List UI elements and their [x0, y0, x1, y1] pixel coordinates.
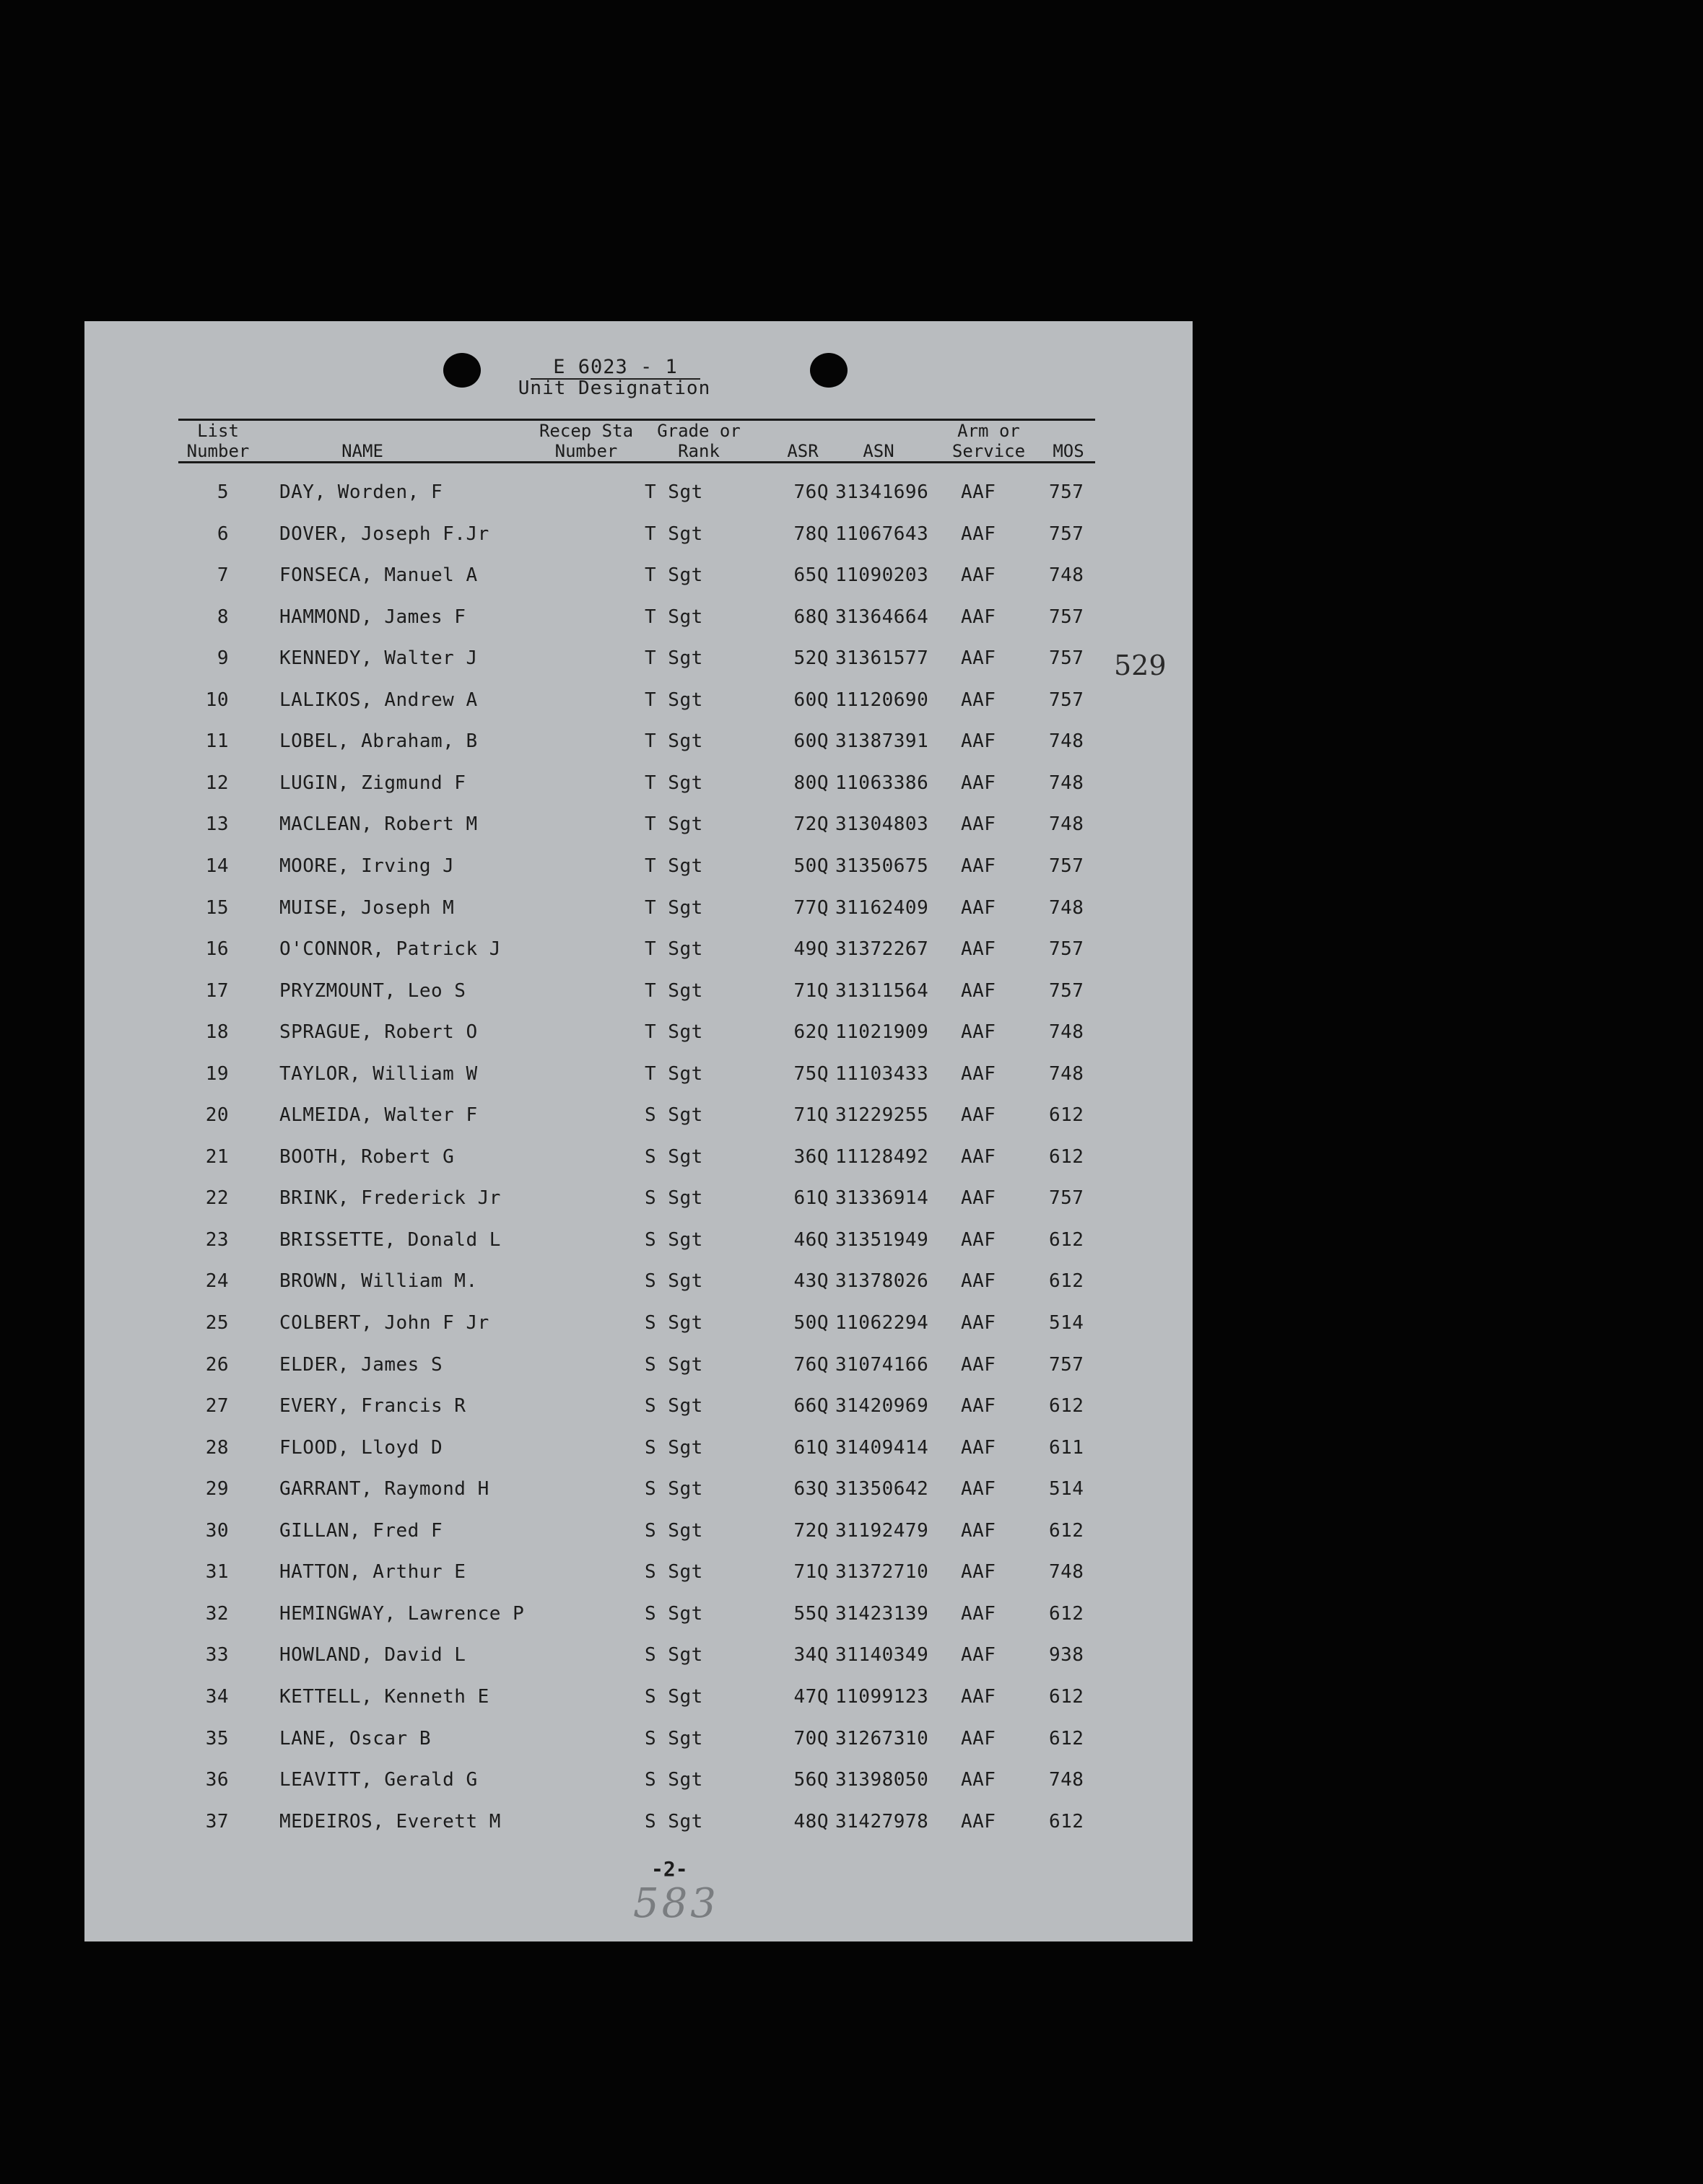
cell-name: EVERY, Francis R: [279, 1395, 466, 1417]
cell-name: HOWLAND, David L: [279, 1644, 466, 1666]
cell-mos: 757: [1049, 647, 1084, 669]
cell-asr: 61Q: [793, 1437, 829, 1459]
cell-asr: 71Q: [793, 1561, 829, 1583]
cell-name: KETTELL, Kenneth E: [279, 1686, 489, 1708]
cell-grade: T Sgt: [645, 523, 703, 545]
cell-grade: S Sgt: [645, 1312, 703, 1334]
cell-name: TAYLOR, William W: [279, 1063, 478, 1085]
table-row: [84, 1270, 1193, 1299]
cell-name: LANE, Oscar B: [279, 1728, 431, 1750]
cell-asn: 11062294: [835, 1312, 929, 1334]
cell-arm-service: AAF: [961, 481, 996, 503]
cell-mos: 514: [1049, 1478, 1084, 1500]
cell-arm-service: AAF: [961, 1561, 996, 1583]
cell-arm-service: AAF: [961, 1520, 996, 1542]
table-row: [84, 1811, 1193, 1840]
cell-list-number: 32: [205, 1603, 229, 1625]
cell-arm-service: AAF: [961, 1354, 996, 1376]
page-number: -2-: [651, 1857, 688, 1881]
cell-arm-service: AAF: [961, 730, 996, 752]
cell-list-number: 28: [205, 1437, 229, 1459]
cell-asn: 31351949: [835, 1229, 929, 1251]
cell-asr: 46Q: [793, 1229, 829, 1251]
cell-grade: S Sgt: [645, 1270, 703, 1292]
cell-name: KENNEDY, Walter J: [279, 647, 478, 669]
cell-asn: 11063386: [835, 772, 929, 794]
cell-asr: 49Q: [793, 938, 829, 960]
cell-mos: 612: [1049, 1270, 1084, 1292]
cell-list-number: 9: [217, 647, 229, 669]
cell-name: BRINK, Frederick Jr: [279, 1187, 501, 1209]
handwritten-number: 583: [633, 1880, 719, 1927]
cell-asr: 70Q: [793, 1728, 829, 1750]
cell-arm-service: AAF: [961, 523, 996, 545]
cell-arm-service: AAF: [961, 1104, 996, 1126]
cell-name: COLBERT, John F Jr: [279, 1312, 489, 1334]
cell-mos: 748: [1049, 564, 1084, 586]
cell-asr: 55Q: [793, 1603, 829, 1625]
cell-mos: 612: [1049, 1229, 1084, 1251]
cell-asn: 11120690: [835, 689, 929, 711]
cell-asr: 48Q: [793, 1811, 829, 1833]
cell-asn: 31398050: [835, 1769, 929, 1791]
cell-list-number: 20: [205, 1104, 229, 1126]
table-row: [84, 1021, 1193, 1050]
cell-grade: S Sgt: [645, 1561, 703, 1583]
cell-grade: T Sgt: [645, 897, 703, 919]
cell-list-number: 33: [205, 1644, 229, 1666]
cell-mos: 757: [1049, 1187, 1084, 1209]
cell-list-number: 35: [205, 1728, 229, 1750]
cell-grade: T Sgt: [645, 813, 703, 835]
col-header-recep-sta: Recep Sta Number: [539, 421, 634, 461]
cell-mos: 612: [1049, 1104, 1084, 1126]
cell-asr: 76Q: [793, 481, 829, 503]
cell-arm-service: AAF: [961, 564, 996, 586]
cell-arm-service: AAF: [961, 1270, 996, 1292]
cell-list-number: 16: [205, 938, 229, 960]
cell-grade: S Sgt: [645, 1229, 703, 1251]
cell-name: FONSECA, Manuel A: [279, 564, 478, 586]
cell-arm-service: AAF: [961, 855, 996, 877]
cell-name: MACLEAN, Robert M: [279, 813, 478, 835]
cell-mos: 757: [1049, 980, 1084, 1002]
cell-name: GARRANT, Raymond H: [279, 1478, 489, 1500]
cell-asn: 31372267: [835, 938, 929, 960]
cell-list-number: 24: [205, 1270, 229, 1292]
cell-asn: 31341696: [835, 481, 929, 503]
cell-asn: 11099123: [835, 1686, 929, 1708]
cell-list-number: 8: [217, 606, 229, 628]
cell-name: LALIKOS, Andrew A: [279, 689, 478, 711]
cell-arm-service: AAF: [961, 1229, 996, 1251]
table-row: [84, 1728, 1193, 1757]
cell-list-number: 25: [205, 1312, 229, 1334]
cell-grade: S Sgt: [645, 1187, 703, 1209]
table-row: [84, 1104, 1193, 1133]
cell-name: O'CONNOR, Patrick J: [279, 938, 501, 960]
cell-grade: S Sgt: [645, 1104, 703, 1126]
cell-asr: 68Q: [793, 606, 829, 628]
cell-mos: 748: [1049, 730, 1084, 752]
table-row: [84, 1603, 1193, 1632]
cell-name: LEAVITT, Gerald G: [279, 1769, 478, 1791]
cell-name: MEDEIROS, Everett M: [279, 1811, 501, 1833]
cell-asn: 31420969: [835, 1395, 929, 1417]
cell-asn: 11067643: [835, 523, 929, 545]
cell-list-number: 36: [205, 1769, 229, 1791]
cell-asr: 63Q: [793, 1478, 829, 1500]
cell-asn: 11128492: [835, 1146, 929, 1168]
cell-asn: 31423139: [835, 1603, 929, 1625]
cell-grade: T Sgt: [645, 772, 703, 794]
table-row: [84, 1520, 1193, 1549]
cell-grade: S Sgt: [645, 1520, 703, 1542]
col-header-name: NAME: [341, 441, 383, 461]
cell-list-number: 14: [205, 855, 229, 877]
cell-asr: 61Q: [793, 1187, 829, 1209]
cell-mos: 938: [1049, 1644, 1084, 1666]
cell-grade: T Sgt: [645, 689, 703, 711]
table-row: [84, 1063, 1193, 1092]
cell-grade: S Sgt: [645, 1146, 703, 1168]
cell-asr: 50Q: [793, 1312, 829, 1334]
cell-asn: 11103433: [835, 1063, 929, 1085]
cell-list-number: 19: [205, 1063, 229, 1085]
cell-arm-service: AAF: [961, 1603, 996, 1625]
cell-asn: 31387391: [835, 730, 929, 752]
cell-asn: 31074166: [835, 1354, 929, 1376]
col-header-mos: MOS: [1053, 441, 1084, 461]
cell-name: MOORE, Irving J: [279, 855, 455, 877]
cell-grade: T Sgt: [645, 855, 703, 877]
cell-mos: 611: [1049, 1437, 1084, 1459]
cell-arm-service: AAF: [961, 1686, 996, 1708]
cell-mos: 612: [1049, 1395, 1084, 1417]
cell-asr: 43Q: [793, 1270, 829, 1292]
cell-list-number: 5: [217, 481, 229, 503]
cell-arm-service: AAF: [961, 772, 996, 794]
cell-mos: 757: [1049, 481, 1084, 503]
cell-asn: 31140349: [835, 1644, 929, 1666]
col-header-asn: ASN: [863, 441, 894, 461]
cell-asr: 80Q: [793, 772, 829, 794]
cell-list-number: 27: [205, 1395, 229, 1417]
col-header-arm-service: Arm or Service: [951, 421, 1026, 461]
cell-mos: 748: [1049, 1021, 1084, 1043]
cell-asr: 34Q: [793, 1644, 829, 1666]
cell-asr: 77Q: [793, 897, 829, 919]
cell-name: HAMMOND, James F: [279, 606, 466, 628]
cell-arm-service: AAF: [961, 1063, 996, 1085]
cell-grade: S Sgt: [645, 1769, 703, 1791]
cell-asr: 72Q: [793, 813, 829, 835]
cell-asn: 31311564: [835, 980, 929, 1002]
cell-arm-service: AAF: [961, 1478, 996, 1500]
cell-list-number: 15: [205, 897, 229, 919]
cell-arm-service: AAF: [961, 606, 996, 628]
cell-arm-service: AAF: [961, 689, 996, 711]
cell-list-number: 34: [205, 1686, 229, 1708]
cell-grade: T Sgt: [645, 980, 703, 1002]
cell-asr: 71Q: [793, 980, 829, 1002]
table-row: [84, 1686, 1193, 1715]
unit-designation-label: Unit Designation: [518, 377, 711, 399]
cell-list-number: 11: [205, 730, 229, 752]
cell-asn: 31229255: [835, 1104, 929, 1126]
table-row: [84, 1146, 1193, 1175]
cell-grade: S Sgt: [645, 1354, 703, 1376]
cell-mos: 757: [1049, 855, 1084, 877]
cell-mos: 612: [1049, 1520, 1084, 1542]
cell-mos: 757: [1049, 1354, 1084, 1376]
cell-arm-service: AAF: [961, 1021, 996, 1043]
cell-arm-service: AAF: [961, 897, 996, 919]
cell-list-number: 10: [205, 689, 229, 711]
cell-mos: 612: [1049, 1728, 1084, 1750]
col-header-grade: Grade or Rank: [657, 421, 741, 461]
cell-asn: 31350642: [835, 1478, 929, 1500]
cell-grade: T Sgt: [645, 564, 703, 586]
table-row: [84, 855, 1193, 884]
cell-grade: S Sgt: [645, 1478, 703, 1500]
cell-grade: S Sgt: [645, 1437, 703, 1459]
cell-grade: S Sgt: [645, 1728, 703, 1750]
table-row: [84, 1478, 1193, 1507]
table-row: [84, 980, 1193, 1009]
cell-asn: 11021909: [835, 1021, 929, 1043]
table-row: [84, 689, 1193, 718]
cell-mos: 612: [1049, 1811, 1084, 1833]
cell-list-number: 26: [205, 1354, 229, 1376]
table-row: [84, 1354, 1193, 1383]
cell-mos: 748: [1049, 1063, 1084, 1085]
cell-grade: S Sgt: [645, 1686, 703, 1708]
cell-mos: 514: [1049, 1312, 1084, 1334]
cell-mos: 748: [1049, 897, 1084, 919]
cell-grade: S Sgt: [645, 1644, 703, 1666]
cell-mos: 748: [1049, 1561, 1084, 1583]
cell-asn: 31162409: [835, 897, 929, 919]
cell-list-number: 31: [205, 1561, 229, 1583]
cell-name: BOOTH, Robert G: [279, 1146, 455, 1168]
unit-code: E 6023 - 1: [531, 356, 700, 380]
cell-list-number: 37: [205, 1811, 229, 1833]
cell-asr: 66Q: [793, 1395, 829, 1417]
table-row: [84, 481, 1193, 510]
cell-asn: 31267310: [835, 1728, 929, 1750]
cell-mos: 748: [1049, 813, 1084, 835]
col-header-asr: ASR: [787, 441, 819, 461]
table-row: [84, 897, 1193, 926]
cell-name: SPRAGUE, Robert O: [279, 1021, 478, 1043]
cell-asn: 31378026: [835, 1270, 929, 1292]
table-row: [84, 606, 1193, 635]
cell-asr: 75Q: [793, 1063, 829, 1085]
cell-name: DAY, Worden, F: [279, 481, 443, 503]
table-row: [84, 730, 1193, 759]
cell-mos: 612: [1049, 1686, 1084, 1708]
cell-mos: 757: [1049, 523, 1084, 545]
cell-arm-service: AAF: [961, 1728, 996, 1750]
cell-asn: 31192479: [835, 1520, 929, 1542]
cell-grade: S Sgt: [645, 1395, 703, 1417]
cell-asn: 31427978: [835, 1811, 929, 1833]
cell-list-number: 23: [205, 1229, 229, 1251]
cell-list-number: 13: [205, 813, 229, 835]
cell-name: ELDER, James S: [279, 1354, 443, 1376]
cell-asr: 60Q: [793, 730, 829, 752]
cell-mos: 612: [1049, 1146, 1084, 1168]
cell-name: DOVER, Joseph F.Jr: [279, 523, 489, 545]
cell-asn: 31409414: [835, 1437, 929, 1459]
cell-arm-service: AAF: [961, 1187, 996, 1209]
cell-name: MUISE, Joseph M: [279, 897, 455, 919]
cell-grade: S Sgt: [645, 1603, 703, 1625]
cell-asr: 52Q: [793, 647, 829, 669]
table-row: [84, 772, 1193, 801]
cell-asn: 31304803: [835, 813, 929, 835]
cell-list-number: 22: [205, 1187, 229, 1209]
cell-asn: 31336914: [835, 1187, 929, 1209]
cell-list-number: 29: [205, 1478, 229, 1500]
cell-list-number: 30: [205, 1520, 229, 1542]
cell-arm-service: AAF: [961, 1312, 996, 1334]
cell-asr: 78Q: [793, 523, 829, 545]
cell-name: LOBEL, Abraham, B: [279, 730, 478, 752]
punch-hole-right: [810, 353, 848, 388]
table-row: [84, 813, 1193, 842]
cell-asr: 65Q: [793, 564, 829, 586]
cell-mos: 748: [1049, 772, 1084, 794]
cell-grade: T Sgt: [645, 1021, 703, 1043]
cell-list-number: 17: [205, 980, 229, 1002]
cell-list-number: 21: [205, 1146, 229, 1168]
cell-mos: 612: [1049, 1603, 1084, 1625]
cell-asr: 71Q: [793, 1104, 829, 1126]
cell-asr: 60Q: [793, 689, 829, 711]
cell-asr: 47Q: [793, 1686, 829, 1708]
table-row: [84, 647, 1193, 676]
header-rule-bottom: [178, 461, 1095, 463]
cell-name: BROWN, William M.: [279, 1270, 478, 1292]
cell-mos: 757: [1049, 606, 1084, 628]
cell-grade: T Sgt: [645, 1063, 703, 1085]
cell-mos: 757: [1049, 689, 1084, 711]
cell-asr: 50Q: [793, 855, 829, 877]
table-row: [84, 564, 1193, 593]
cell-arm-service: AAF: [961, 1437, 996, 1459]
cell-asr: 36Q: [793, 1146, 829, 1168]
cell-arm-service: AAF: [961, 1146, 996, 1168]
cell-name: HATTON, Arthur E: [279, 1561, 466, 1583]
cell-asr: 72Q: [793, 1520, 829, 1542]
cell-arm-service: AAF: [961, 1395, 996, 1417]
cell-asr: 76Q: [793, 1354, 829, 1376]
table-row: [84, 1769, 1193, 1798]
cell-name: GILLAN, Fred F: [279, 1520, 443, 1542]
cell-arm-service: AAF: [961, 1644, 996, 1666]
cell-asn: 31372710: [835, 1561, 929, 1583]
table-row: [84, 1561, 1193, 1590]
cell-grade: T Sgt: [645, 481, 703, 503]
punch-hole-left: [443, 353, 481, 388]
cell-arm-service: AAF: [961, 1769, 996, 1791]
table-row: [84, 523, 1193, 552]
table-row: [84, 1187, 1193, 1216]
table-row: [84, 1395, 1193, 1424]
cell-list-number: 12: [205, 772, 229, 794]
table-row: [84, 1229, 1193, 1258]
cell-list-number: 18: [205, 1021, 229, 1043]
cell-name: ALMEIDA, Walter F: [279, 1104, 478, 1126]
cell-grade: T Sgt: [645, 938, 703, 960]
cell-arm-service: AAF: [961, 938, 996, 960]
cell-asn: 31350675: [835, 855, 929, 877]
table-row: [84, 938, 1193, 967]
cell-grade: T Sgt: [645, 647, 703, 669]
cell-arm-service: AAF: [961, 647, 996, 669]
side-stamp-number: 529: [1114, 650, 1167, 681]
cell-name: FLOOD, Lloyd D: [279, 1437, 443, 1459]
cell-name: HEMINGWAY, Lawrence P: [279, 1603, 525, 1625]
table-row: [84, 1644, 1193, 1673]
cell-list-number: 6: [217, 523, 229, 545]
cell-asr: 62Q: [793, 1021, 829, 1043]
cell-name: PRYZMOUNT, Leo S: [279, 980, 466, 1002]
cell-arm-service: AAF: [961, 813, 996, 835]
cell-grade: S Sgt: [645, 1811, 703, 1833]
cell-name: LUGIN, Zigmund F: [279, 772, 466, 794]
document-page: [84, 321, 1193, 1941]
cell-list-number: 7: [217, 564, 229, 586]
table-row: [84, 1312, 1193, 1341]
cell-mos: 757: [1049, 938, 1084, 960]
cell-arm-service: AAF: [961, 980, 996, 1002]
cell-arm-service: AAF: [961, 1811, 996, 1833]
cell-mos: 748: [1049, 1769, 1084, 1791]
table-row: [84, 1437, 1193, 1466]
col-header-list-number: List Number: [186, 421, 250, 461]
cell-name: BRISSETTE, Donald L: [279, 1229, 501, 1251]
cell-grade: T Sgt: [645, 730, 703, 752]
cell-asn: 11090203: [835, 564, 929, 586]
cell-asn: 31361577: [835, 647, 929, 669]
cell-asr: 56Q: [793, 1769, 829, 1791]
cell-asn: 31364664: [835, 606, 929, 628]
cell-grade: T Sgt: [645, 606, 703, 628]
